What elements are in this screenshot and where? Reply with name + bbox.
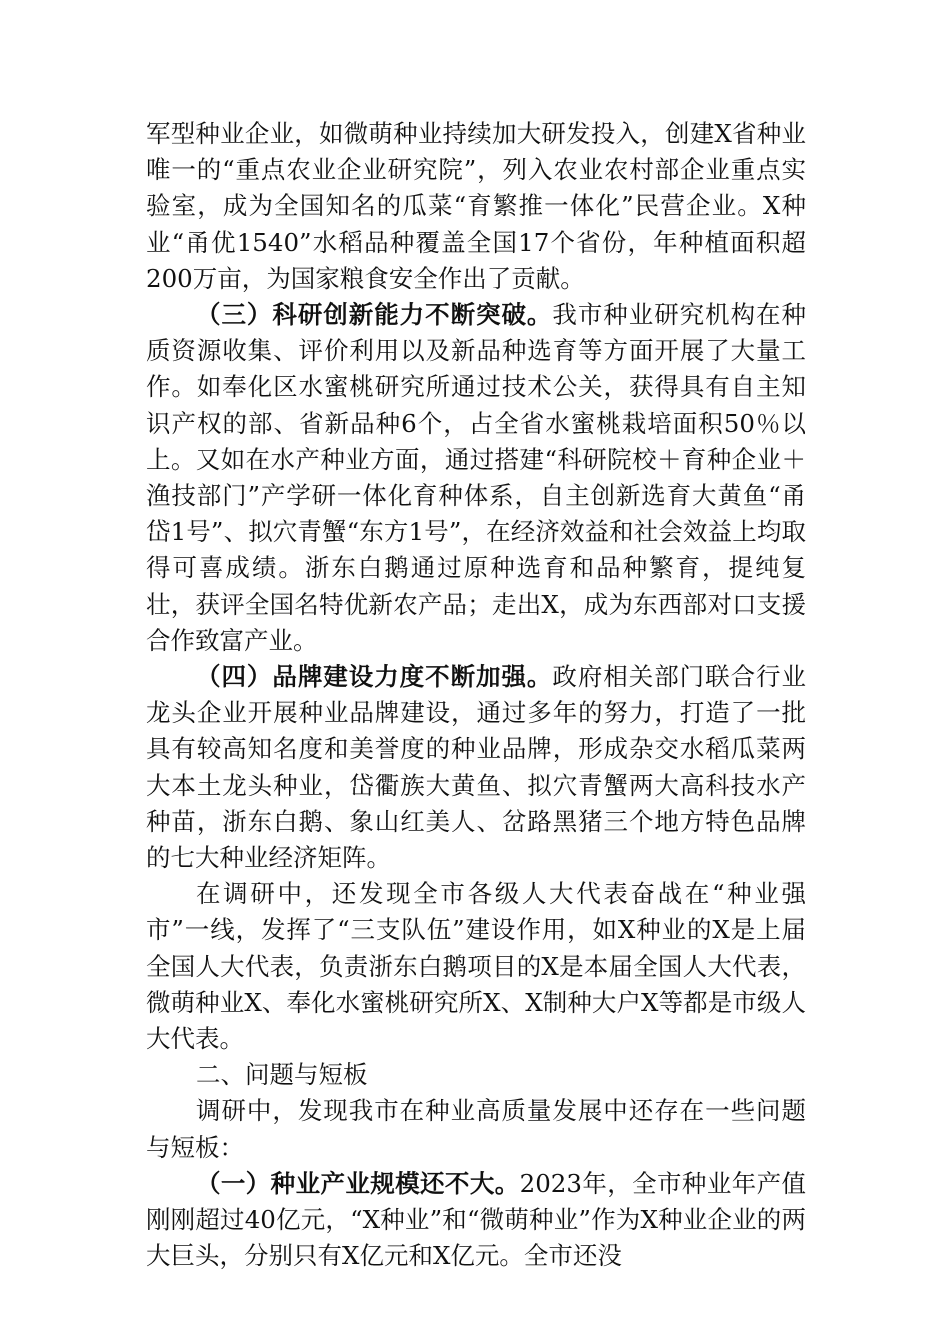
document-page <box>146 116 806 1275</box>
paragraph-research-innovation <box>146 297 806 659</box>
paragraph-text: 军型种业企业，如微萌种业持续加大研发投入，创建X省种业唯一的“重点农业企业研究院”，列入农业农村部企业重点实验室，成为全国知名的瓜菜“育繁推一体化”民营企业。X种业“甬优1540”水稻品种覆盖全国17个省份，年种植面积超200万亩，为国家粮食安全作出了贡献。 <box>146 119 806 293</box>
paragraph-industry-scale <box>146 1166 806 1275</box>
paragraph-brand-building <box>146 659 806 876</box>
paragraph-lead: （四）品牌建设力度不断加强。 <box>196 662 553 692</box>
paragraph-problems-intro <box>146 1093 806 1165</box>
paragraph-text: 政府相关部门联合行业龙头企业开展种业品牌建设，通过多年的努力，打造了一批具有较高知名度和美誉度的种业品牌，形成杂交水稻瓜菜两大本土龙头种业，岱衢族大黄鱼、拟穴青蟹两大高科技水产种苗，浙东白鹅、象山红美人、岔路黑猪三个地方特色品牌的七大种业经济矩阵。 <box>146 662 806 873</box>
paragraph-seed-enterprises <box>146 116 806 297</box>
paragraph-lead: （三）科研创新能力不断突破。 <box>196 300 553 330</box>
paragraph-text: 在调研中，还发现全市各级人大代表奋战在“种业强市”一线，发挥了“三支队伍”建设作用，如X种业的X是上届全国人大代表，负责浙东白鹅项目的X是本届全国人大代表，微萌种业X、奉化水蜜桃研究所X、X制种大户X等都是市级人大代表。 <box>146 879 806 1054</box>
paragraph-text: 调研中，发现我市在种业高质量发展中还存在一些问题与短板： <box>146 1096 806 1162</box>
section-heading: 二、问题与短板 <box>196 1060 368 1090</box>
paragraph-deputies <box>146 876 806 1057</box>
paragraph-lead: （一）种业产业规模还不大。 <box>196 1168 520 1198</box>
paragraph-text: 2023年，全市种业年产值刚刚超过40亿元，“X种业”和“微萌种业”作为X种业企业的两大巨头，分别只有X亿元和X亿元。全市还没 <box>146 1168 806 1271</box>
paragraph-text: 我市种业研究机构在种质资源收集、评价利用以及新品种选育等方面开展了大量工作。如奉化区水蜜桃研究所通过技术公关，获得具有自主知识产权的部、省新品种6个，占全省水蜜桃栽培面积50％以上。又如在水产种业方面，通过搭建“科研院校＋育种企业＋渔技部门”产学研一体化育种体系，自主创新选育大黄鱼“甬岱1号”、拟穴青蟹“东方1号”，在经济效益和社会效益上均取得可喜成绩。浙东白鹅通过原种选育和品种繁育，提纯复壮，获评全国名特优新农产品；走出X，成为东西部对口支援合作致富产业。 <box>146 300 806 655</box>
